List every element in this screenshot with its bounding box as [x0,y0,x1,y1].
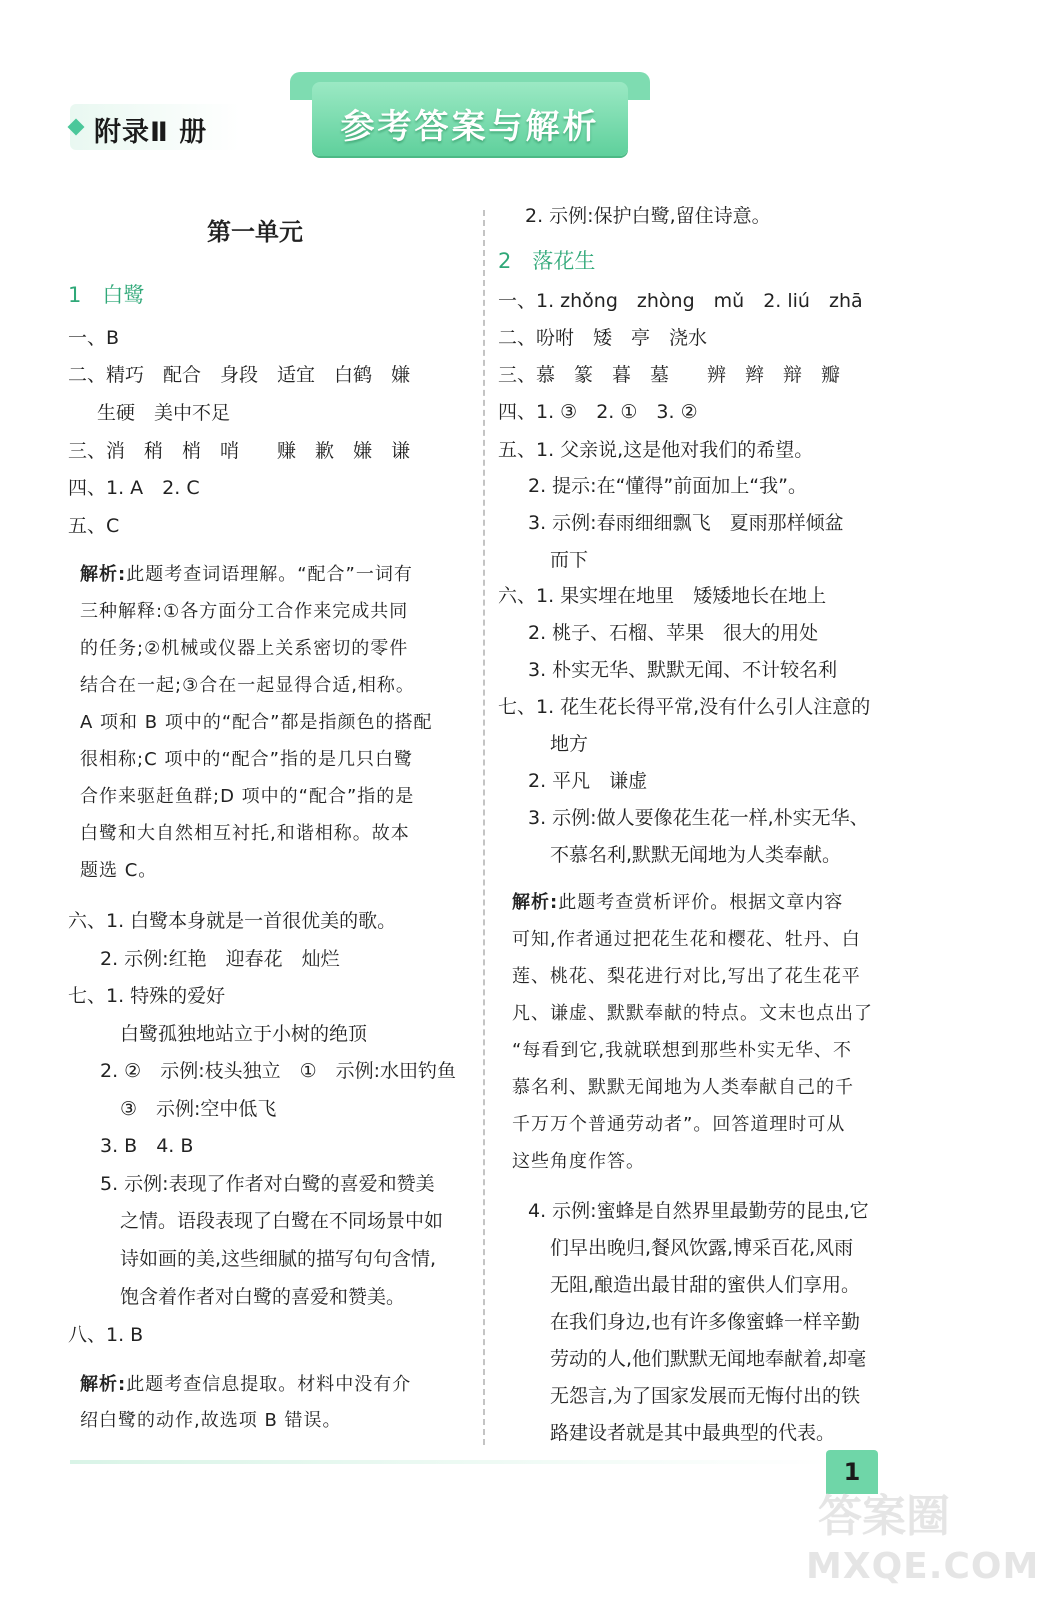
answer-line: 在我们身边,也有许多像蜜蜂一样辛勤 [550,1311,861,1333]
page-number: 1 [826,1450,878,1494]
answer-line: 八、1. B [68,1324,144,1346]
answer-line: 白鹭孤独地站立于小树的绝顶 [120,1023,368,1045]
answer-line: 3. 朴实无华、默默无闻、不计较名利 [528,659,838,681]
analysis-label: 解析: [80,1374,127,1395]
analysis-label: 解析: [512,892,559,913]
analysis-line: 解析:此题考查信息提取。材料中没有介 [80,1374,412,1395]
answer-line: 六、1. 白鹭本身就是一首很优美的歌。 [68,910,397,932]
analysis-line: “每看到它,我就联想到那些朴实无华、不 [512,1040,853,1061]
answer-line: 3. 示例:春雨细细飘飞 夏雨那样倾盆 [528,512,844,534]
answer-line: 4. 示例:蜜蜂是自然界里最勤劳的昆虫,它 [528,1200,869,1222]
appendix-tag [70,104,240,150]
analysis-line: 题选 C。 [80,860,158,881]
answer-line: 四、1. ③ 2. ① 3. ② [498,401,698,423]
answer-line: 生硬 美中不足 [97,402,231,424]
answer-line: 2. 示例:红艳 迎春花 灿烂 [100,948,340,970]
appendix-label: 附录Ⅱ 册 [94,117,208,148]
diamond-icon [68,119,85,136]
analysis-line: 慕名利、默默无闻地为人类奉献自己的千 [512,1077,854,1098]
watermark [800,1480,1039,1595]
answer-line: 3. B 4. B [100,1135,194,1157]
analysis-line: 这些角度作答。 [512,1151,645,1172]
answer-line: 七、1. 特殊的爱好 [68,985,226,1007]
answer-line: 四、1. A 2. C [68,477,200,499]
answer-line: 2. 桃子、石榴、苹果 很大的用处 [528,622,819,644]
column-divider [483,210,485,1445]
analysis-line: 很相称;C 项中的“配合”指的是几只白鹭 [80,749,414,770]
answer-line: 路建设者就是其中最典型的代表。 [550,1422,836,1444]
analysis-line: 结合在一起;③合在一起显得合适,相称。 [80,675,415,696]
answer-line: 一、1. zhǒng zhòng mǔ 2. liú zhā [498,290,863,312]
answer-line: 2. 示例:保护白鹭,留住诗意。 [525,205,771,227]
answer-line: 五、C [68,515,120,537]
answer-line: 无阻,酿造出最甘甜的蜜供人们享用。 [550,1274,861,1296]
answer-line: 三、消 稍 梢 哨 赚 歉 嫌 谦 [68,440,411,462]
analysis-label: 解析: [80,564,127,585]
answer-line: 2. 平凡 谦虚 [528,770,648,792]
analysis-line: 可知,作者通过把花生花和樱花、牡丹、白 [512,929,861,950]
analysis-line: 合作来驱赶鱼群;D 项中的“配合”指的是 [80,786,415,807]
answer-line: 三、慕 篆 暮 墓 辨 辫 辩 瓣 [498,364,841,386]
analysis-line: 千万万个普通劳动者”。回答道理时可从 [512,1114,846,1135]
answer-line: 5. 示例:表现了作者对白鹭的喜爱和赞美 [100,1173,435,1195]
answer-line: 二、精巧 配合 身段 适宜 白鹤 嫌 [68,364,411,386]
answer-line: 五、1. 父亲说,这是他对我们的希望。 [498,439,814,461]
answer-line: 而下 [550,549,589,571]
answer-line: 饱含着作者对白鹭的喜爱和赞美。 [120,1286,406,1308]
watermark-top: 答案圈 [818,1491,950,1542]
answer-line: 不慕名利,默默无闻地为人类奉献。 [550,844,842,866]
analysis-line: A 项和 B 项中的“配合”都是指颜色的搭配 [80,712,433,733]
answer-line: 诗如画的美,这些细腻的描写句句含情, [120,1248,437,1270]
answer-line: 2. 提示:在“懂得”前面加上“我”。 [528,475,807,497]
analysis-line: 莲、桃花、梨花进行对比,写出了花生花平 [512,966,861,987]
answer-line: 地方 [550,733,589,755]
analysis-line: 解析:此题考查赏析评价。根据文章内容 [512,892,844,913]
footer-bar [70,1460,830,1464]
answer-line: 2. ② 示例:枝头独立 ① 示例:水田钓鱼 [100,1060,457,1082]
answer-line: 无怨言,为了国家发展而无悔付出的铁 [550,1385,861,1407]
answer-line: 六、1. 果实埋在地里 矮矮地长在地上 [498,585,827,607]
analysis-line: 三种解释:①各方面分工合作来完成共同 [80,601,409,622]
answer-line: 3. 示例:做人要像花生花一样,朴实无华、 [528,807,869,829]
watermark-bottom: MXQE.COM [806,1546,1039,1587]
analysis-line: 解析:此题考查词语理解。“配合”一词有 [80,564,413,585]
answer-line: 之情。语段表现了白鹭在不同场景中如 [120,1210,444,1232]
lesson-title: 1 白鹭 [68,283,145,307]
analysis-line: 的任务;②机械或仪器上关系密切的零件 [80,638,409,659]
unit-title: 第一单元 [207,218,303,246]
answer-line: 二、吩咐 矮 亭 浇水 [498,327,708,349]
analysis-line: 绍白鹭的动作,故选项 B 错误。 [80,1410,342,1431]
answer-line: 七、1. 花生花长得平常,没有什么引人注意的 [498,696,871,718]
lesson-title: 2 落花生 [498,249,596,273]
answer-line: 一、B [68,327,120,349]
answer-line: 们早出晚归,餐风饮露,博采百花,风雨 [550,1237,854,1259]
analysis-line: 凡、谦虚、默默奉献的特点。文末也点出了 [512,1003,873,1024]
banner-front [312,82,628,156]
page-title: 参考答案与解析 [340,107,600,147]
answer-line: 劳动的人,他们默默无闻地奉献着,却毫 [550,1348,867,1370]
answer-line: ③ 示例:空中低飞 [120,1098,277,1120]
analysis-line: 白鹭和大自然相互衬托,和谐相称。故本 [80,823,410,844]
answer-banner [290,72,650,158]
